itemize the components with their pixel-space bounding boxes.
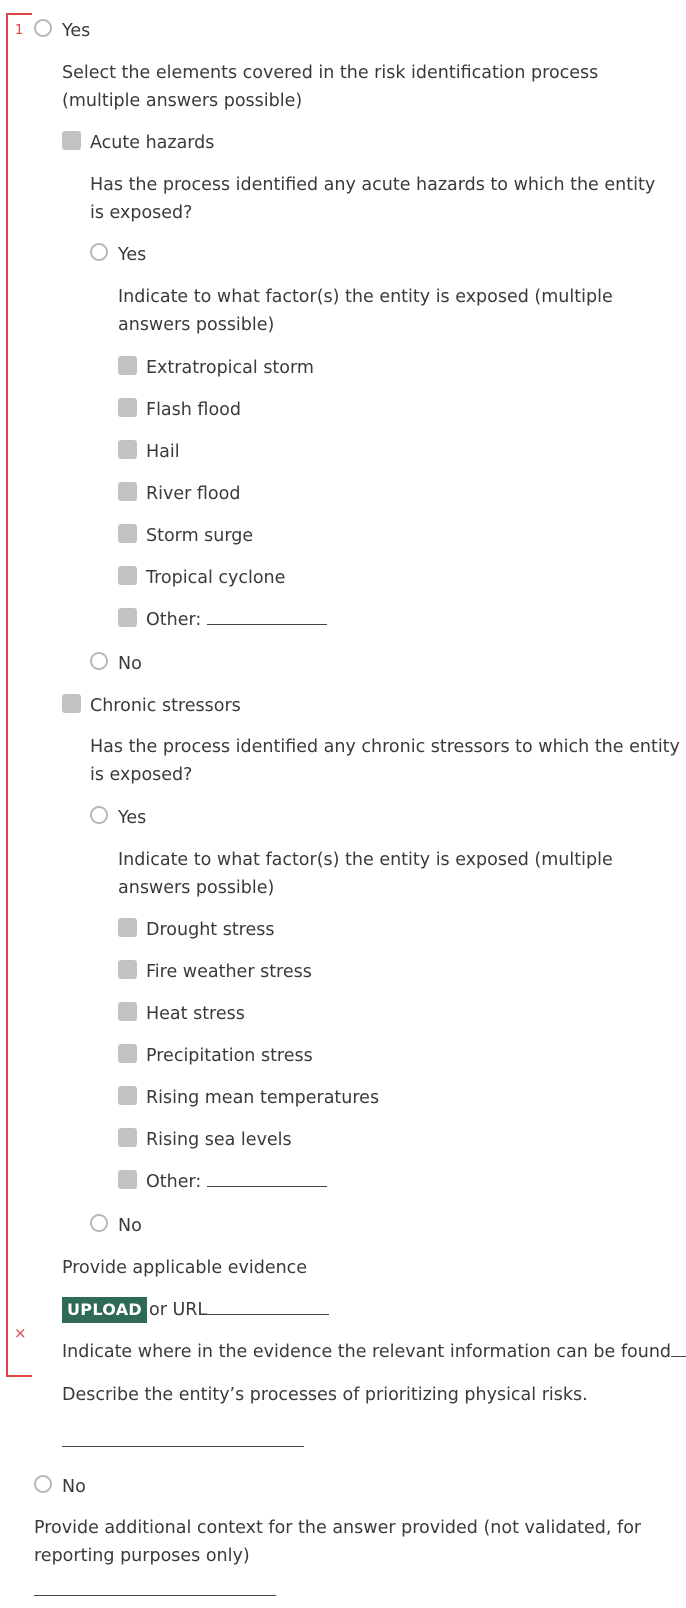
chronic-yes-label: Yes bbox=[118, 808, 147, 828]
precipitation-stress-checkbox[interactable] bbox=[118, 1044, 137, 1063]
evidence-prompt: Provide applicable evidence bbox=[62, 1258, 308, 1278]
chronic-factor-question: Indicate to what factor(s) the entity is exposed (multiple answers possible) bbox=[118, 850, 613, 898]
drought-stress-checkbox[interactable] bbox=[118, 918, 137, 937]
evidence-location-prompt: Indicate where in the evidence the relevant information can be found bbox=[62, 1342, 672, 1362]
heat-stress-checkbox[interactable] bbox=[118, 1002, 137, 1021]
chronic-other-label: Other: bbox=[146, 1172, 202, 1192]
additional-context-prompt: Provide additional context for the answer provided (not validated, for reporting purposes only) bbox=[34, 1518, 642, 1566]
rising-sea-levels-checkbox[interactable] bbox=[118, 1128, 137, 1147]
question-number: 1 bbox=[15, 23, 24, 38]
storm-surge-checkbox[interactable] bbox=[118, 524, 137, 543]
hail-checkbox[interactable] bbox=[118, 440, 137, 459]
acute-question: Has the process identified any acute hazards to which the entity is exposed? bbox=[90, 175, 656, 223]
yes-label: Yes bbox=[62, 21, 91, 41]
acute-no-radio[interactable] bbox=[90, 652, 108, 670]
storm-surge-label: Storm surge bbox=[146, 526, 254, 546]
chronic-other-row bbox=[146, 1168, 327, 1196]
river-flood-checkbox[interactable] bbox=[118, 482, 137, 501]
no-label: No bbox=[62, 1477, 86, 1497]
error-icon: × bbox=[14, 1324, 27, 1342]
acute-hazards-label: Acute hazards bbox=[90, 133, 215, 153]
acute-other-label: Other: bbox=[146, 610, 202, 630]
fire-weather-stress-label: Fire weather stress bbox=[146, 962, 312, 982]
url-row bbox=[149, 1296, 329, 1324]
flash-flood-label: Flash flood bbox=[146, 400, 241, 420]
extratropical-storm-checkbox[interactable] bbox=[118, 356, 137, 375]
tropical-cyclone-label: Tropical cyclone bbox=[146, 568, 286, 588]
chronic-yes-radio[interactable] bbox=[90, 806, 108, 824]
extratropical-storm-label: Extratropical storm bbox=[146, 358, 314, 378]
chronic-question: Has the process identified any chronic stressors to which the entity is exposed? bbox=[90, 737, 680, 785]
heat-stress-label: Heat stress bbox=[146, 1004, 245, 1024]
precipitation-stress-label: Precipitation stress bbox=[146, 1046, 313, 1066]
drought-stress-label: Drought stress bbox=[146, 920, 275, 940]
elements-question: Select the elements covered in the risk identification process (multiple answers possible) bbox=[62, 63, 599, 111]
evidence-location-input[interactable] bbox=[671, 1355, 686, 1357]
chronic-stressors-checkbox[interactable] bbox=[62, 694, 81, 713]
error-bracket bbox=[6, 13, 32, 1377]
evidence-location-row bbox=[62, 1338, 686, 1366]
additional-context-input[interactable] bbox=[34, 1595, 276, 1596]
yes-radio[interactable] bbox=[34, 19, 52, 37]
fire-weather-stress-checkbox[interactable] bbox=[118, 960, 137, 979]
upload-button[interactable]: UPLOAD bbox=[62, 1297, 147, 1323]
no-radio[interactable] bbox=[34, 1475, 52, 1493]
chronic-no-label: No bbox=[118, 1216, 142, 1236]
acute-yes-radio[interactable] bbox=[90, 243, 108, 261]
acute-factor-question: Indicate to what factor(s) the entity is exposed (multiple answers possible) bbox=[118, 287, 613, 335]
acute-no-label: No bbox=[118, 654, 142, 674]
rising-sea-levels-label: Rising sea levels bbox=[146, 1130, 292, 1150]
hail-label: Hail bbox=[146, 442, 180, 462]
tropical-cyclone-checkbox[interactable] bbox=[118, 566, 137, 585]
river-flood-label: River flood bbox=[146, 484, 241, 504]
rising-mean-temperatures-label: Rising mean temperatures bbox=[146, 1088, 380, 1108]
acute-other-checkbox[interactable] bbox=[118, 608, 137, 627]
flash-flood-checkbox[interactable] bbox=[118, 398, 137, 417]
acute-yes-label: Yes bbox=[118, 245, 147, 265]
chronic-stressors-label: Chronic stressors bbox=[90, 696, 241, 716]
chronic-no-radio[interactable] bbox=[90, 1214, 108, 1232]
prioritizing-input[interactable] bbox=[62, 1446, 304, 1447]
acute-other-input[interactable] bbox=[207, 623, 327, 625]
prioritizing-prompt: Describe the entity’s processes of prioritizing physical risks. bbox=[62, 1385, 588, 1405]
acute-hazards-checkbox[interactable] bbox=[62, 131, 81, 150]
acute-other-row bbox=[146, 606, 327, 634]
url-label: or URL bbox=[149, 1300, 208, 1320]
chronic-other-checkbox[interactable] bbox=[118, 1170, 137, 1189]
chronic-other-input[interactable] bbox=[207, 1185, 327, 1187]
rising-mean-temperatures-checkbox[interactable] bbox=[118, 1086, 137, 1105]
url-input[interactable] bbox=[207, 1313, 329, 1315]
